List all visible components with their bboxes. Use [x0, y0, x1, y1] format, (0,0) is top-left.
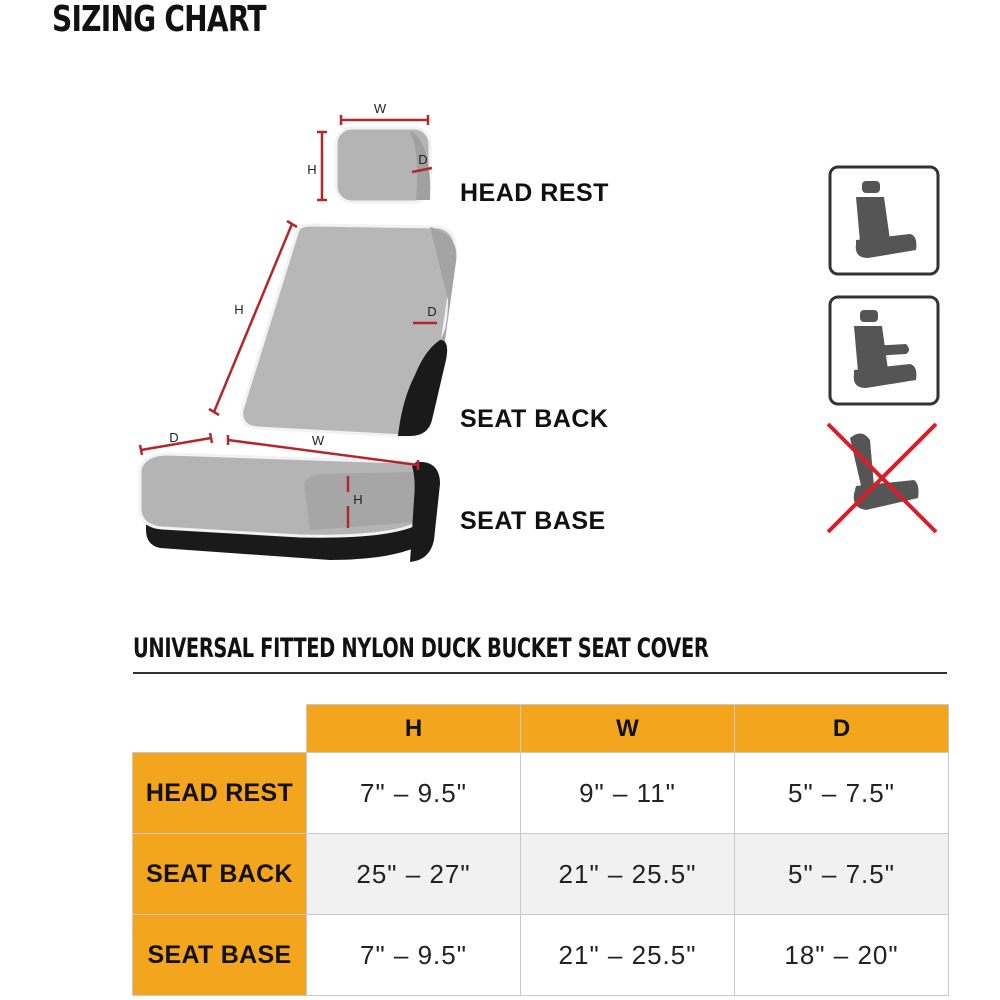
title-divider — [133, 672, 947, 674]
table-cell: 7" – 9.5" — [307, 753, 521, 834]
table-header-row — [133, 705, 949, 753]
head-rest-width-letter: W — [373, 101, 387, 116]
seat-back-label: SEAT BACK — [460, 405, 609, 433]
table-cell: 21" – 25.5" — [521, 834, 735, 915]
row-header-head-rest: HEAD REST — [133, 753, 307, 834]
page-title: SIZING CHART — [52, 0, 266, 40]
table-cell: 21" – 25.5" — [521, 915, 735, 996]
table-row — [133, 915, 949, 996]
seat-base-height-letter: H — [353, 492, 363, 507]
column-header-w: W — [521, 705, 735, 753]
bucket-seat-with-armrest-icon — [830, 297, 938, 404]
table-title: UNIVERSAL FITTED NYLON DUCK BUCKET SEAT COVER — [133, 633, 709, 664]
head-rest-shape — [336, 128, 430, 202]
bucket-seat-integrated-headrest-icon — [828, 424, 936, 532]
table-row — [133, 834, 949, 915]
head-rest-depth-letter: D — [418, 152, 428, 167]
table-cell: 7" – 9.5" — [307, 915, 521, 996]
head-rest-height-letter: H — [307, 162, 317, 177]
table-cell: 25" – 27" — [307, 834, 521, 915]
head-rest-label: HEAD REST — [460, 179, 609, 207]
column-header-h: H — [307, 705, 521, 753]
seat-back-shape — [242, 225, 457, 436]
row-header-seat-back: SEAT BACK — [133, 834, 307, 915]
table-row — [133, 753, 949, 834]
seat-base-width-letter: W — [311, 433, 325, 448]
seat-base-depth-letter: D — [169, 430, 179, 445]
seat-back-depth-letter: D — [427, 304, 437, 319]
seat-back-height-letter: H — [234, 302, 244, 317]
table-cell: 5" – 7.5" — [735, 753, 949, 834]
table-cell: 5" – 7.5" — [735, 834, 949, 915]
sizing-table — [132, 704, 949, 996]
seat-base-label: SEAT BASE — [460, 507, 606, 535]
bucket-seat-icon — [830, 167, 938, 274]
seat-base-shape — [140, 454, 440, 562]
table-cell: 18" – 20" — [735, 915, 949, 996]
table-corner — [133, 705, 307, 753]
table-cell: 9" – 11" — [521, 753, 735, 834]
row-header-seat-base: SEAT BASE — [133, 915, 307, 996]
column-header-d: D — [735, 705, 949, 753]
